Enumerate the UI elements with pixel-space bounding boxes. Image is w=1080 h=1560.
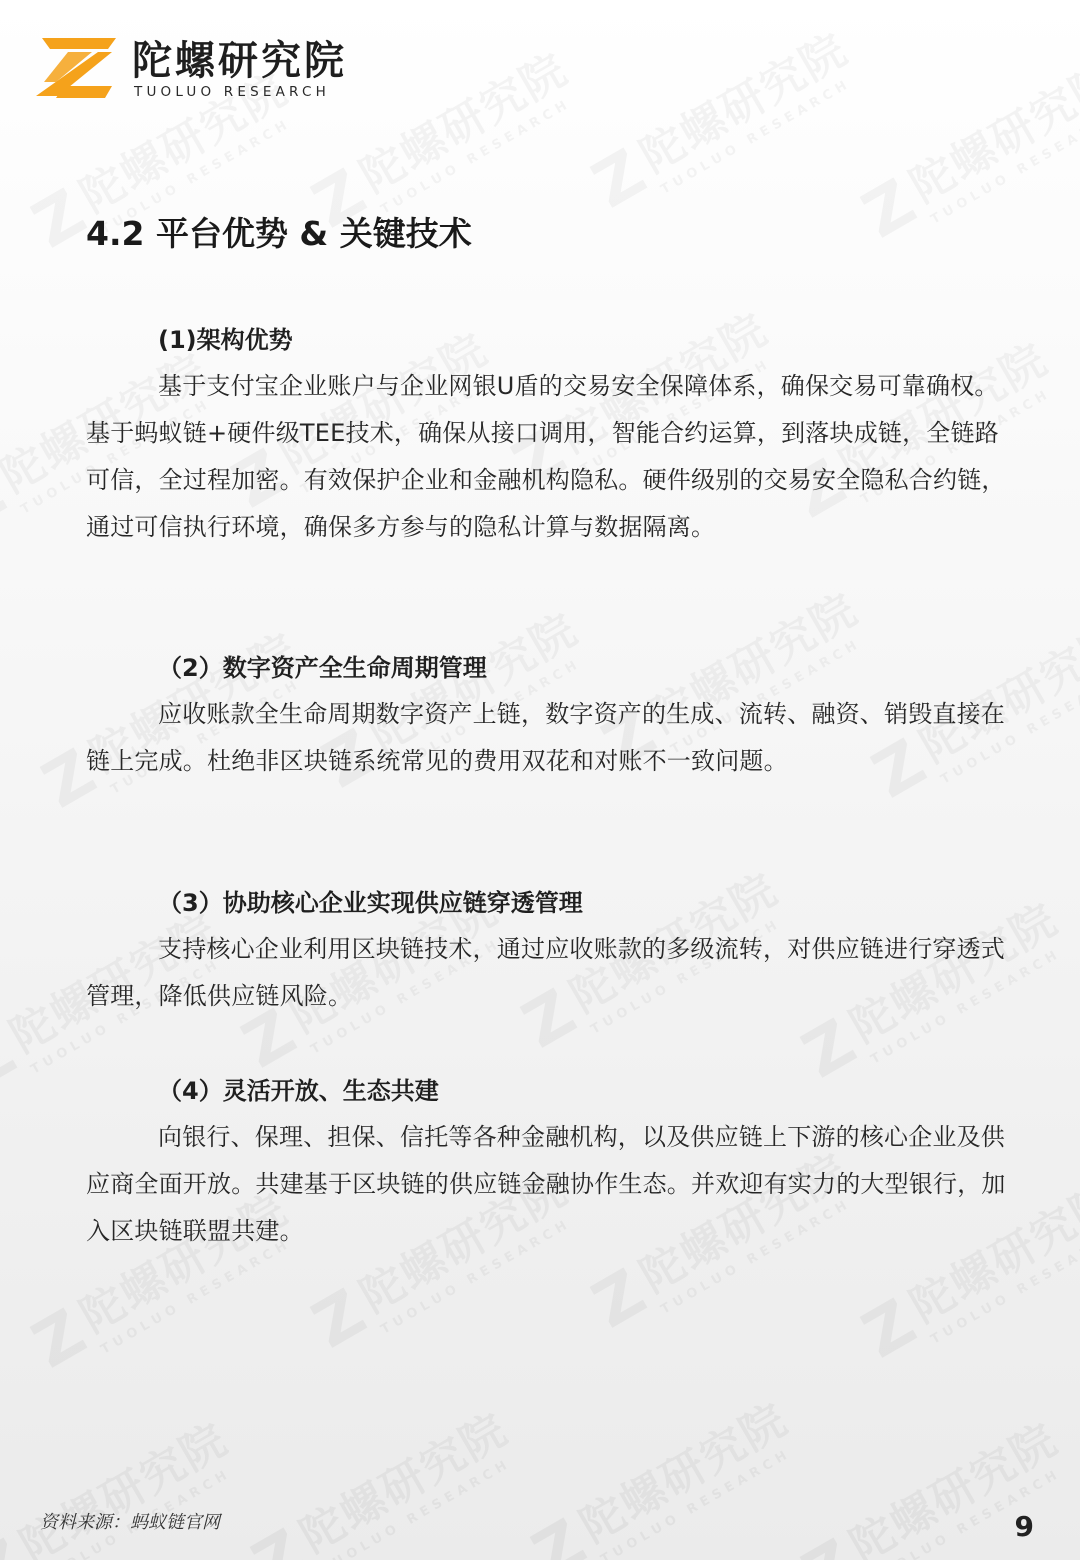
watermark-logo <box>239 1394 525 1560</box>
section-open-ecosystem <box>86 1071 1006 1255</box>
section-supply-chain-penetration <box>86 883 1006 1020</box>
section-heading: （2）数字资产全生命周期管理 <box>158 654 487 682</box>
page-title: 4.2 平台优势 & 关键技术 <box>86 214 472 253</box>
section-heading: (1)架构优势 <box>158 326 293 354</box>
watermark-logo <box>579 14 865 225</box>
section-heading: （3）协助核心企业实现供应链穿透管理 <box>158 889 583 917</box>
section-heading: （4）灵活开放、生态共建 <box>158 1077 439 1105</box>
section-body: 向银行、保理、担保、信托等各种金融机构，以及供应链上下游的核心企业及供应商全面开放。共建基于区块链的供应链金融协作生态。并欢迎有实力的大型银行，加入区块链联盟共建。 <box>86 1123 1006 1245</box>
section-body: 支持核心企业利用区块链技术，通过应收账款的多级流转，对供应链进行穿透式管理，降低供应链风险。 <box>86 935 1005 1010</box>
section-architecture-advantage <box>86 320 1006 551</box>
watermark-logo <box>849 44 1080 255</box>
brand-logo <box>28 36 348 106</box>
brand-name-cn: 陀螺研究院 <box>132 38 347 84</box>
page-number: 9 <box>1014 1510 1034 1543</box>
watermark-logo <box>519 1384 805 1560</box>
z-logo-icon <box>28 38 120 100</box>
section-digital-asset-lifecycle <box>86 648 1006 785</box>
brand-name-en: TUOLUO RESEARCH <box>134 84 330 100</box>
section-body: 应收账款全生命周期数字资产上链，数字资产的生成、流转、融资、销毁直接在链上完成。杜绝非区块链系统常见的费用双花和对账不一致问题。 <box>86 700 1005 775</box>
source-note: 资料来源：蚂蚁链官网 <box>40 1512 220 1533</box>
section-body: 基于支付宝企业账户与企业网银U盾的交易安全保障体系，确保交易可靠确权。基于蚂蚁链+硬件级TEE技术，确保从接口调用，智能合约运算，到落块成链，全链路可信，全过程加密。有效保护企业和金融机构隐私。硬件级别的交易安全隐私合约链，通过可信执行环境，确保多方参与的隐私计算与数据隔离。 <box>86 372 1006 541</box>
